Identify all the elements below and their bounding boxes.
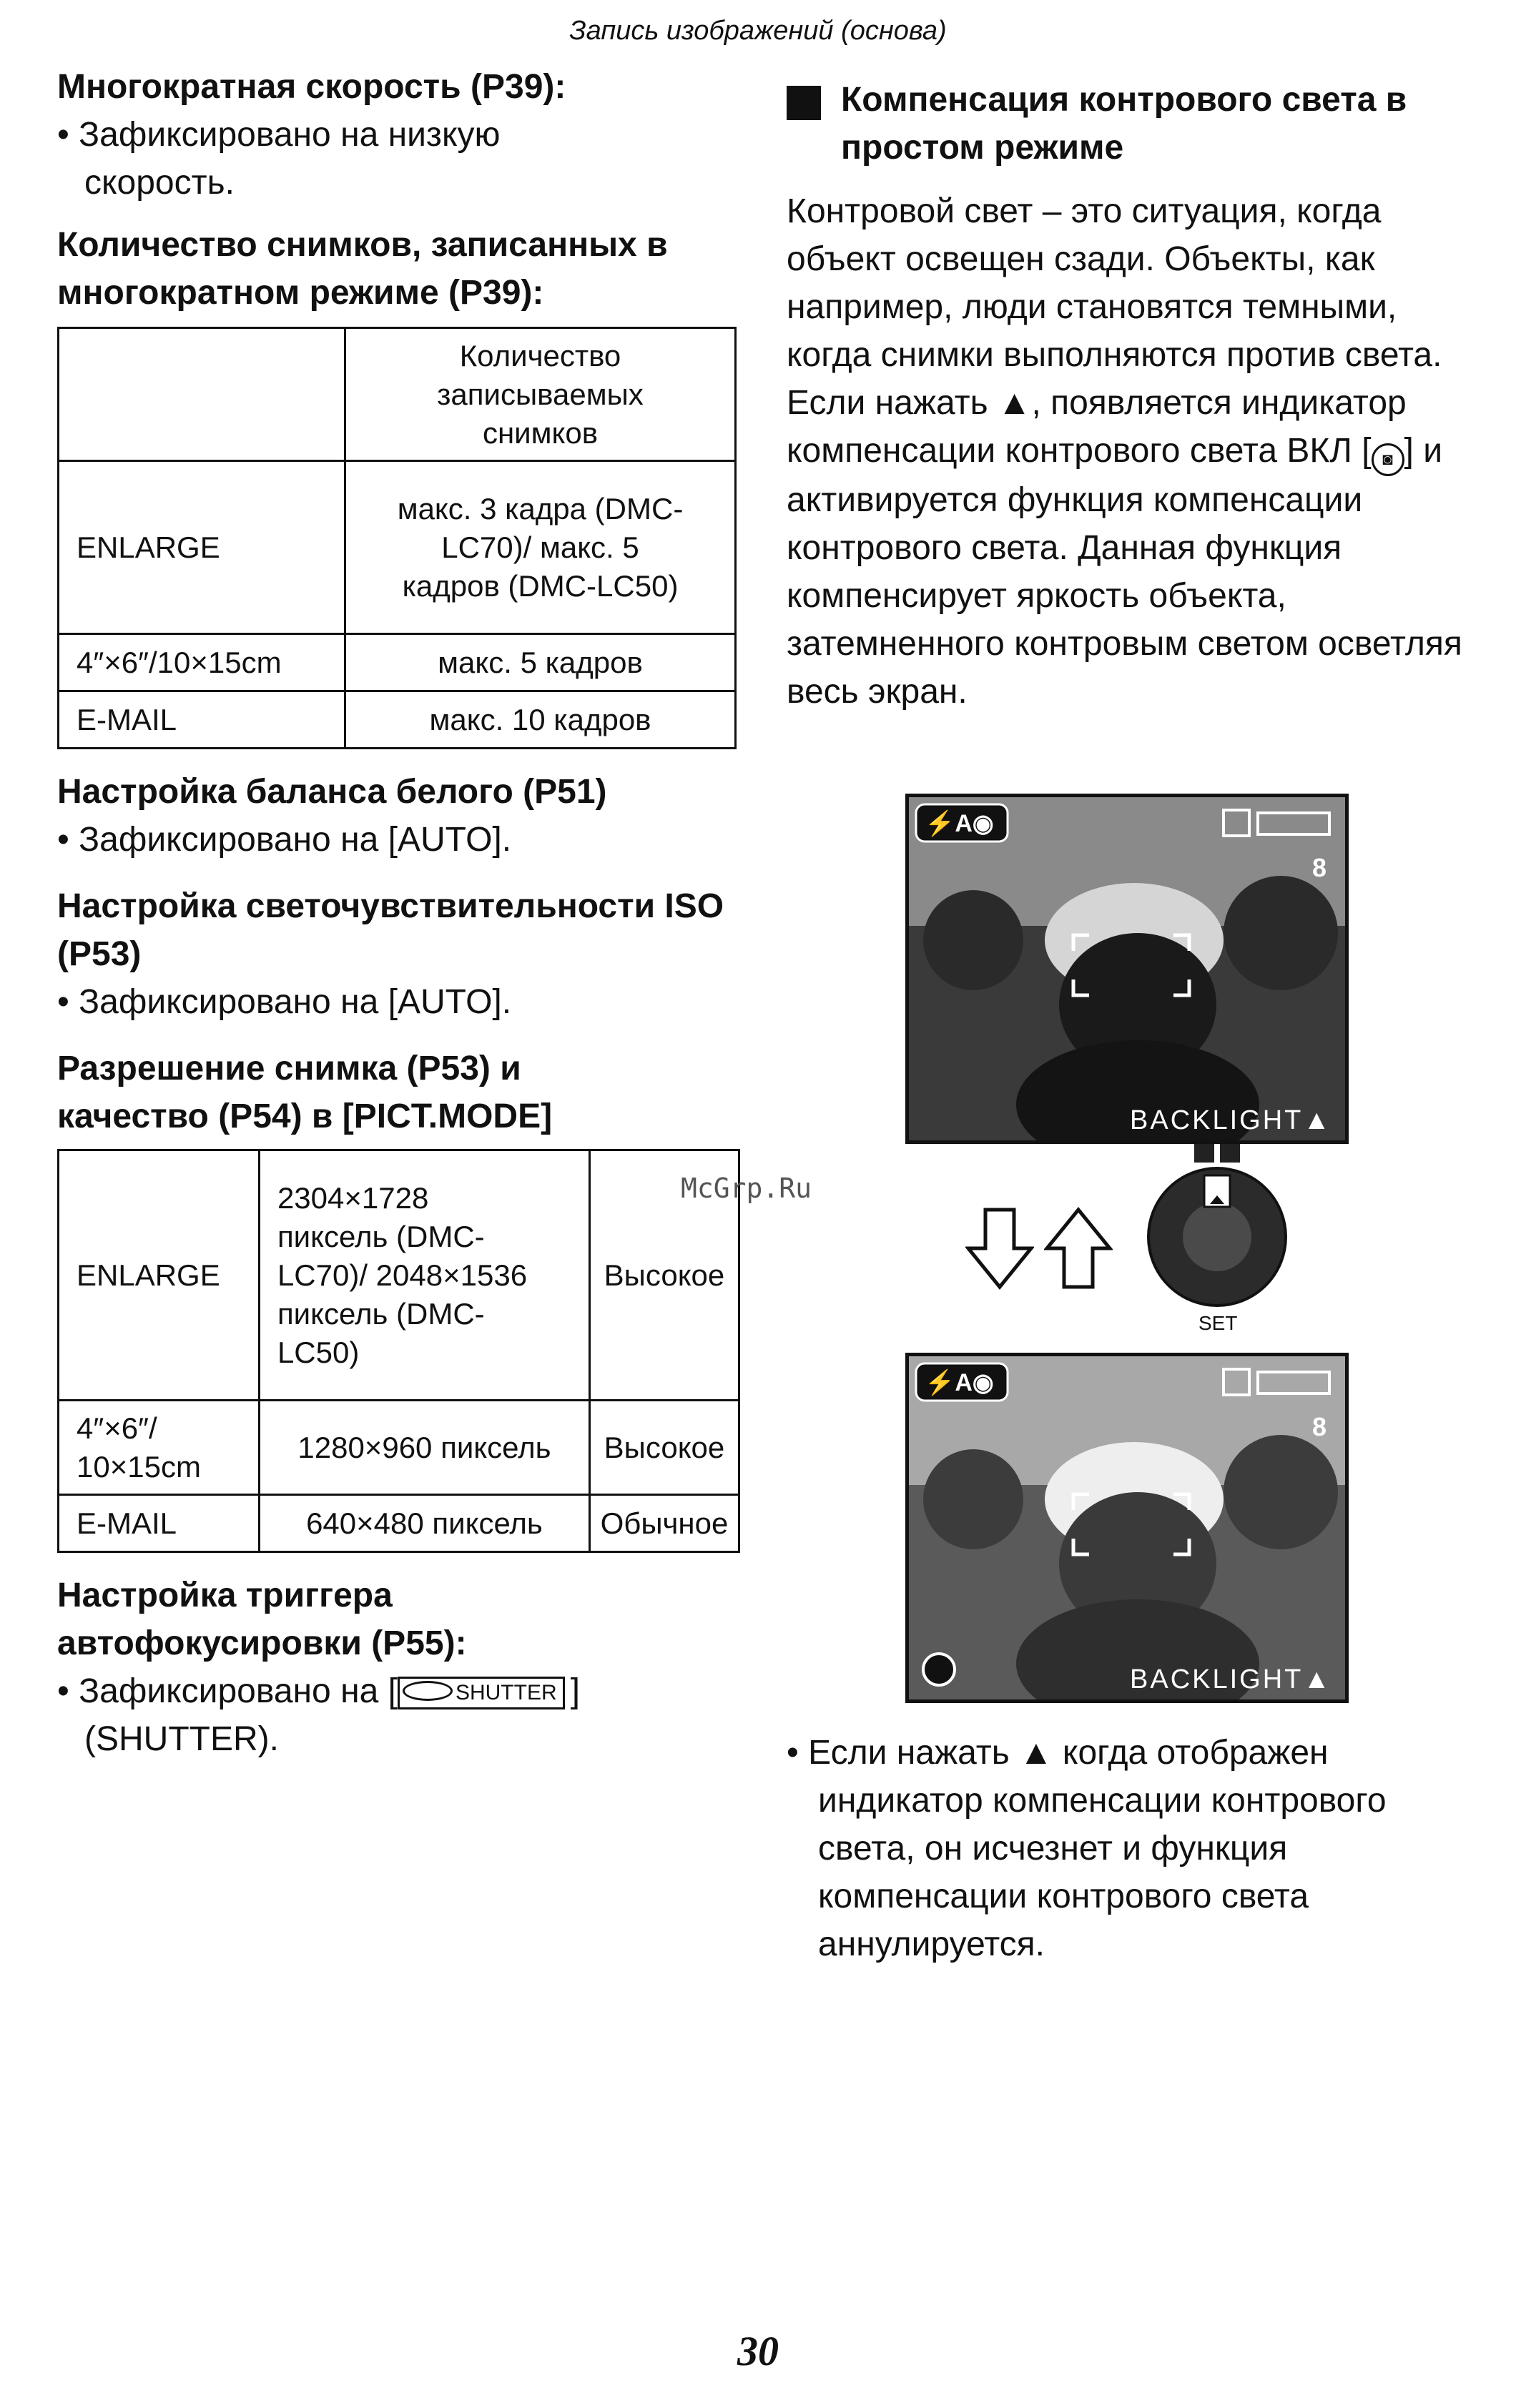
bullet-multi-speed: • Зафиксировано на низкую скорость. (57, 116, 501, 202)
table-row (59, 1495, 739, 1552)
heading-multi-count: Количество снимков, записанных в многократном режиме (P39): (57, 226, 668, 312)
bullet-af-prefix: • Зафиксировано на [ (57, 1672, 398, 1710)
table-row (59, 1150, 739, 1401)
up-arrow-icon: ▲ (997, 384, 1032, 422)
shots-remaining: 8 (1311, 853, 1326, 882)
lcd-screenshot-before (905, 794, 1349, 1144)
backlight-indicator-icon: ◙ (1372, 443, 1404, 476)
lcd-screenshot-after (905, 1353, 1349, 1703)
right-note (787, 1729, 1473, 1968)
table-row (59, 1401, 739, 1495)
backlight-cancel-note (787, 1729, 1473, 1968)
heading-text: Компенсация контрового света в простом режиме (841, 81, 1407, 167)
right-column (787, 76, 1473, 716)
paragraph-part-1: Контровой свет – это ситуация, когда объект освещен сзади. Объекты, как например, люди становятся темными, когда снимки выполняются против света. Если нажать (787, 192, 1442, 422)
table-cell-mode: 4″×6″/ 10×15cm (59, 1401, 260, 1495)
set-label: SET (1198, 1312, 1238, 1334)
table-cell-empty (59, 328, 345, 461)
table-cell-mode: E-MAIL (59, 1495, 260, 1552)
bullet-af-trigger (57, 1667, 744, 1715)
table-row (59, 461, 736, 634)
backlight-label: BACKLIGHT▲ (1130, 1664, 1332, 1694)
table-cell-quality: Высокое (589, 1401, 739, 1495)
note-part-1: • Если нажать (787, 1734, 1010, 1772)
page-header: Запись изображений (основа) (569, 16, 947, 46)
table-cell-quality: Обычное (589, 1495, 739, 1552)
table-row (59, 634, 736, 691)
heading-af-trigger: Настройка триггера автофокусировки (P55): (57, 1576, 467, 1662)
svg-text:⚡A◉: ⚡A◉ (925, 810, 994, 837)
table-cell-mode: ENLARGE (59, 461, 345, 634)
paragraph-part-3: ] и активируется функция компенсации контрового света. Данная функция компенсирует яркость объекта, затемненного контровым светом осветляя весь экран. (787, 432, 1462, 711)
bullet-white-balance: • Зафиксировано на [AUTO]. (57, 821, 512, 859)
shutter-button-icon (403, 1681, 453, 1701)
table-cell-resolution: 1280×960 пиксель (259, 1401, 589, 1495)
table-cell-resolution: 2304×1728 пиксель (DMC-LC70)/ 2048×1536 пиксель (DMC-LC50) (259, 1150, 589, 1401)
heading-resolution: Разрешение снимка (P53) и качество (P54) в [PICT.MODE] (57, 1050, 553, 1135)
left-column (57, 63, 744, 1763)
table-cell-resolution: 640×480 пиксель (259, 1495, 589, 1552)
svg-text:⚡A◉: ⚡A◉ (925, 1369, 994, 1396)
table-cell-mode: 4″×6″/10×15cm (59, 634, 345, 691)
shutter-label: SHUTTER (455, 1681, 557, 1704)
bullet-af-suffix: ] (570, 1672, 580, 1710)
heading-iso: Настройка светочувствительности ISO (P53) (57, 887, 724, 973)
table-resolution (57, 1149, 740, 1553)
shutter-mode-icon (398, 1677, 565, 1709)
table-header-count: Количество записываемых снимков (345, 328, 736, 461)
page-number: 30 (737, 2328, 779, 2374)
arrow-down-icon (965, 1205, 1034, 1291)
backlight-label: BACKLIGHT▲ (1130, 1105, 1332, 1135)
shots-remaining: 8 (1311, 1412, 1326, 1441)
section-heading-backlight (787, 76, 1473, 172)
table-row (59, 691, 736, 749)
backlight-paragraph (787, 187, 1473, 716)
lcd-photo-art (909, 797, 1345, 1140)
section-marker-icon (787, 86, 821, 120)
bullet-iso: • Зафиксировано на [AUTO]. (57, 983, 512, 1021)
table-row (59, 328, 736, 461)
note-part-2: когда отображен индикатор компенсации контрового света, он исчезнет и функция компенсации контрового света аннулируется. (818, 1734, 1387, 1963)
table-multi-count (57, 327, 737, 749)
heading-multi-speed: Многократная скорость (P39): (57, 68, 566, 106)
table-cell-value: макс. 10 кадров (345, 691, 736, 749)
up-arrow-icon: ▲ (1019, 1734, 1053, 1772)
lcd-photo-art (909, 1356, 1345, 1699)
table-cell-mode: ENLARGE (59, 1150, 260, 1401)
paragraph-part-2: , появляется индикатор компенсации контрового света ВКЛ [ (787, 384, 1407, 470)
bullet-af-line2: (SHUTTER). (84, 1720, 279, 1758)
arrow-up-icon (1044, 1205, 1113, 1291)
watermark: McGrp.Ru (681, 1173, 812, 1204)
table-cell-mode: E-MAIL (59, 691, 345, 749)
control-dial-icon (1144, 1144, 1294, 1308)
table-cell-quality: Высокое (589, 1150, 739, 1401)
heading-white-balance: Настройка баланса белого (P51) (57, 773, 607, 811)
table-cell-value: макс. 3 кадра (DMC-LC70)/ макс. 5 кадров (DMC-LC50) (345, 461, 736, 634)
table-cell-value: макс. 5 кадров (345, 634, 736, 691)
